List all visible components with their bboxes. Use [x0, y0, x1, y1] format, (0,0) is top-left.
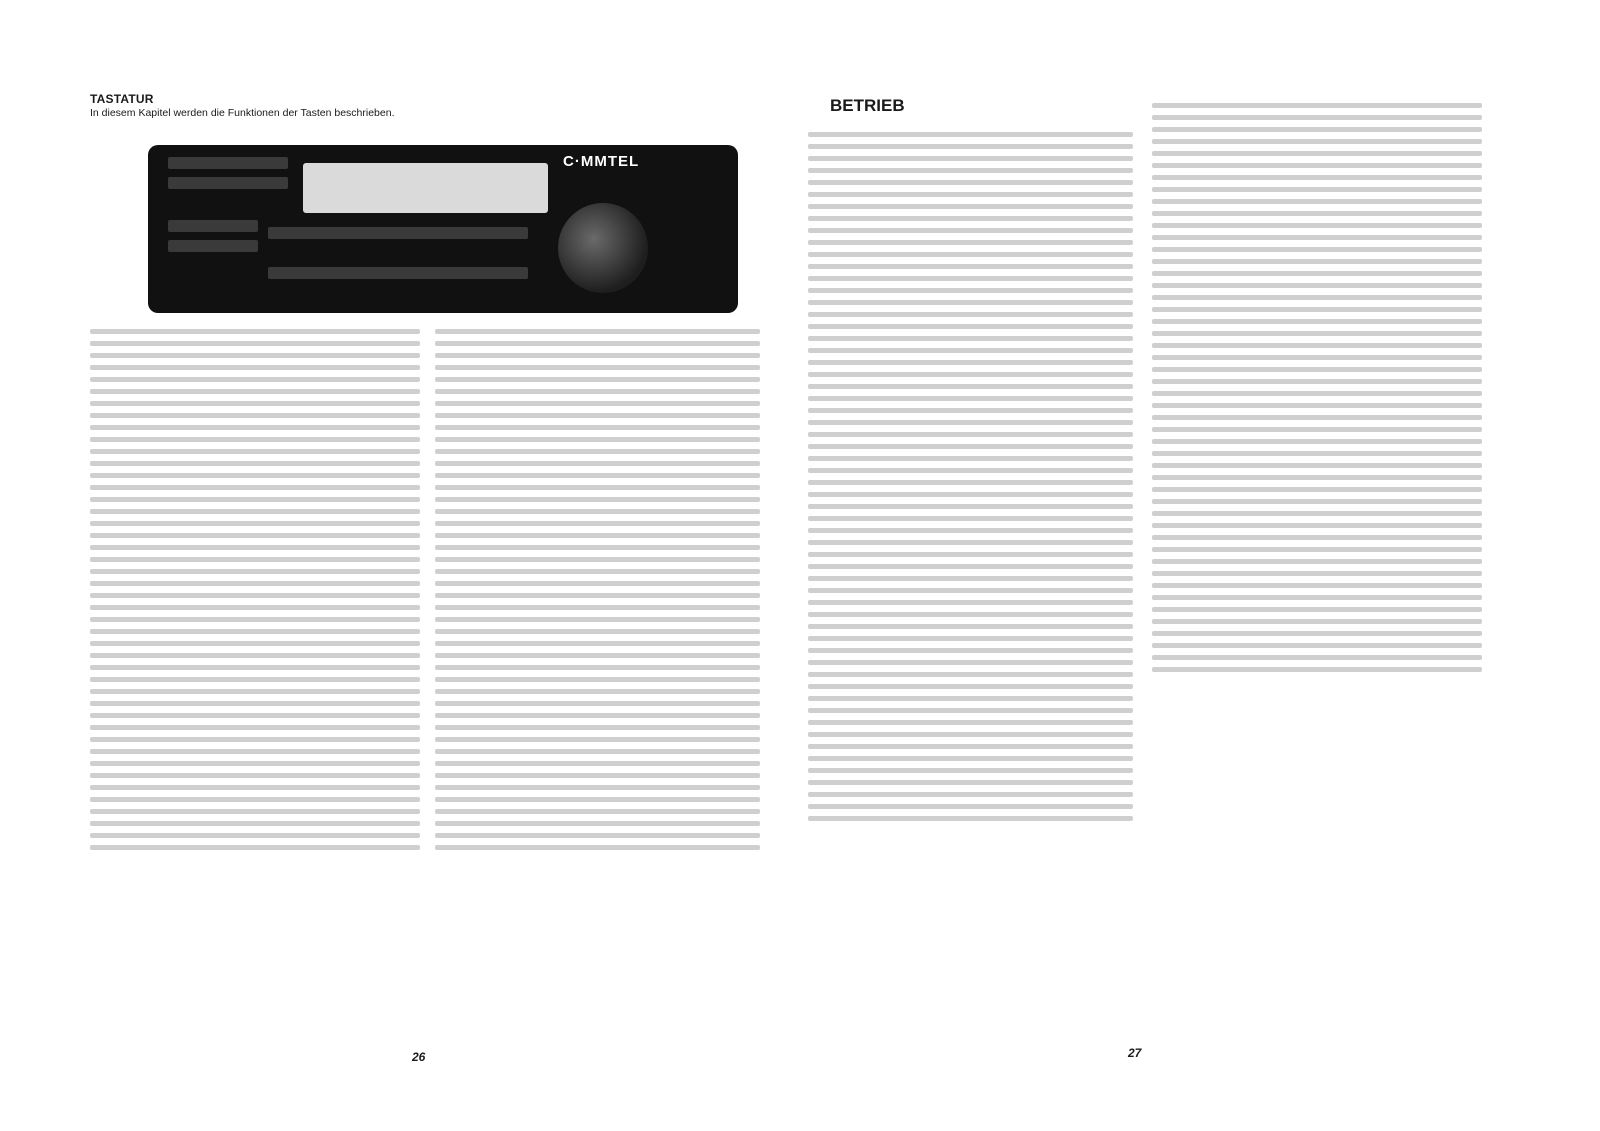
tuning-knob [558, 203, 648, 293]
panel-key-row [168, 240, 258, 252]
right-title: BETRIEB [830, 96, 905, 115]
brand-logo-mark: C·MMTEL [563, 153, 640, 170]
operation-column-2 [1152, 96, 1482, 679]
left-page [90, 92, 780, 121]
panel-key-row [168, 220, 258, 232]
scanner-display [303, 163, 548, 213]
scanner-panel-image [148, 145, 738, 313]
panel-key-row [168, 157, 288, 169]
page-number-left: 26 [412, 1050, 426, 1064]
content-lines [90, 329, 420, 850]
left-intro: In diesem Kapitel werden die Funktionen der Tasten beschrieben. [90, 107, 395, 119]
left-title: TASTATUR [90, 92, 154, 106]
content-lines [1152, 103, 1482, 672]
key-description-list [90, 322, 420, 857]
content-lines [435, 329, 760, 850]
panel-key-row [268, 227, 528, 239]
panel-key-row [168, 177, 288, 189]
page-number-right: 27 [1128, 1046, 1142, 1060]
panel-key-row [268, 267, 528, 279]
key-description-list-2 [435, 322, 760, 857]
content-lines [808, 132, 1133, 821]
operation-column-1 [808, 125, 1133, 828]
